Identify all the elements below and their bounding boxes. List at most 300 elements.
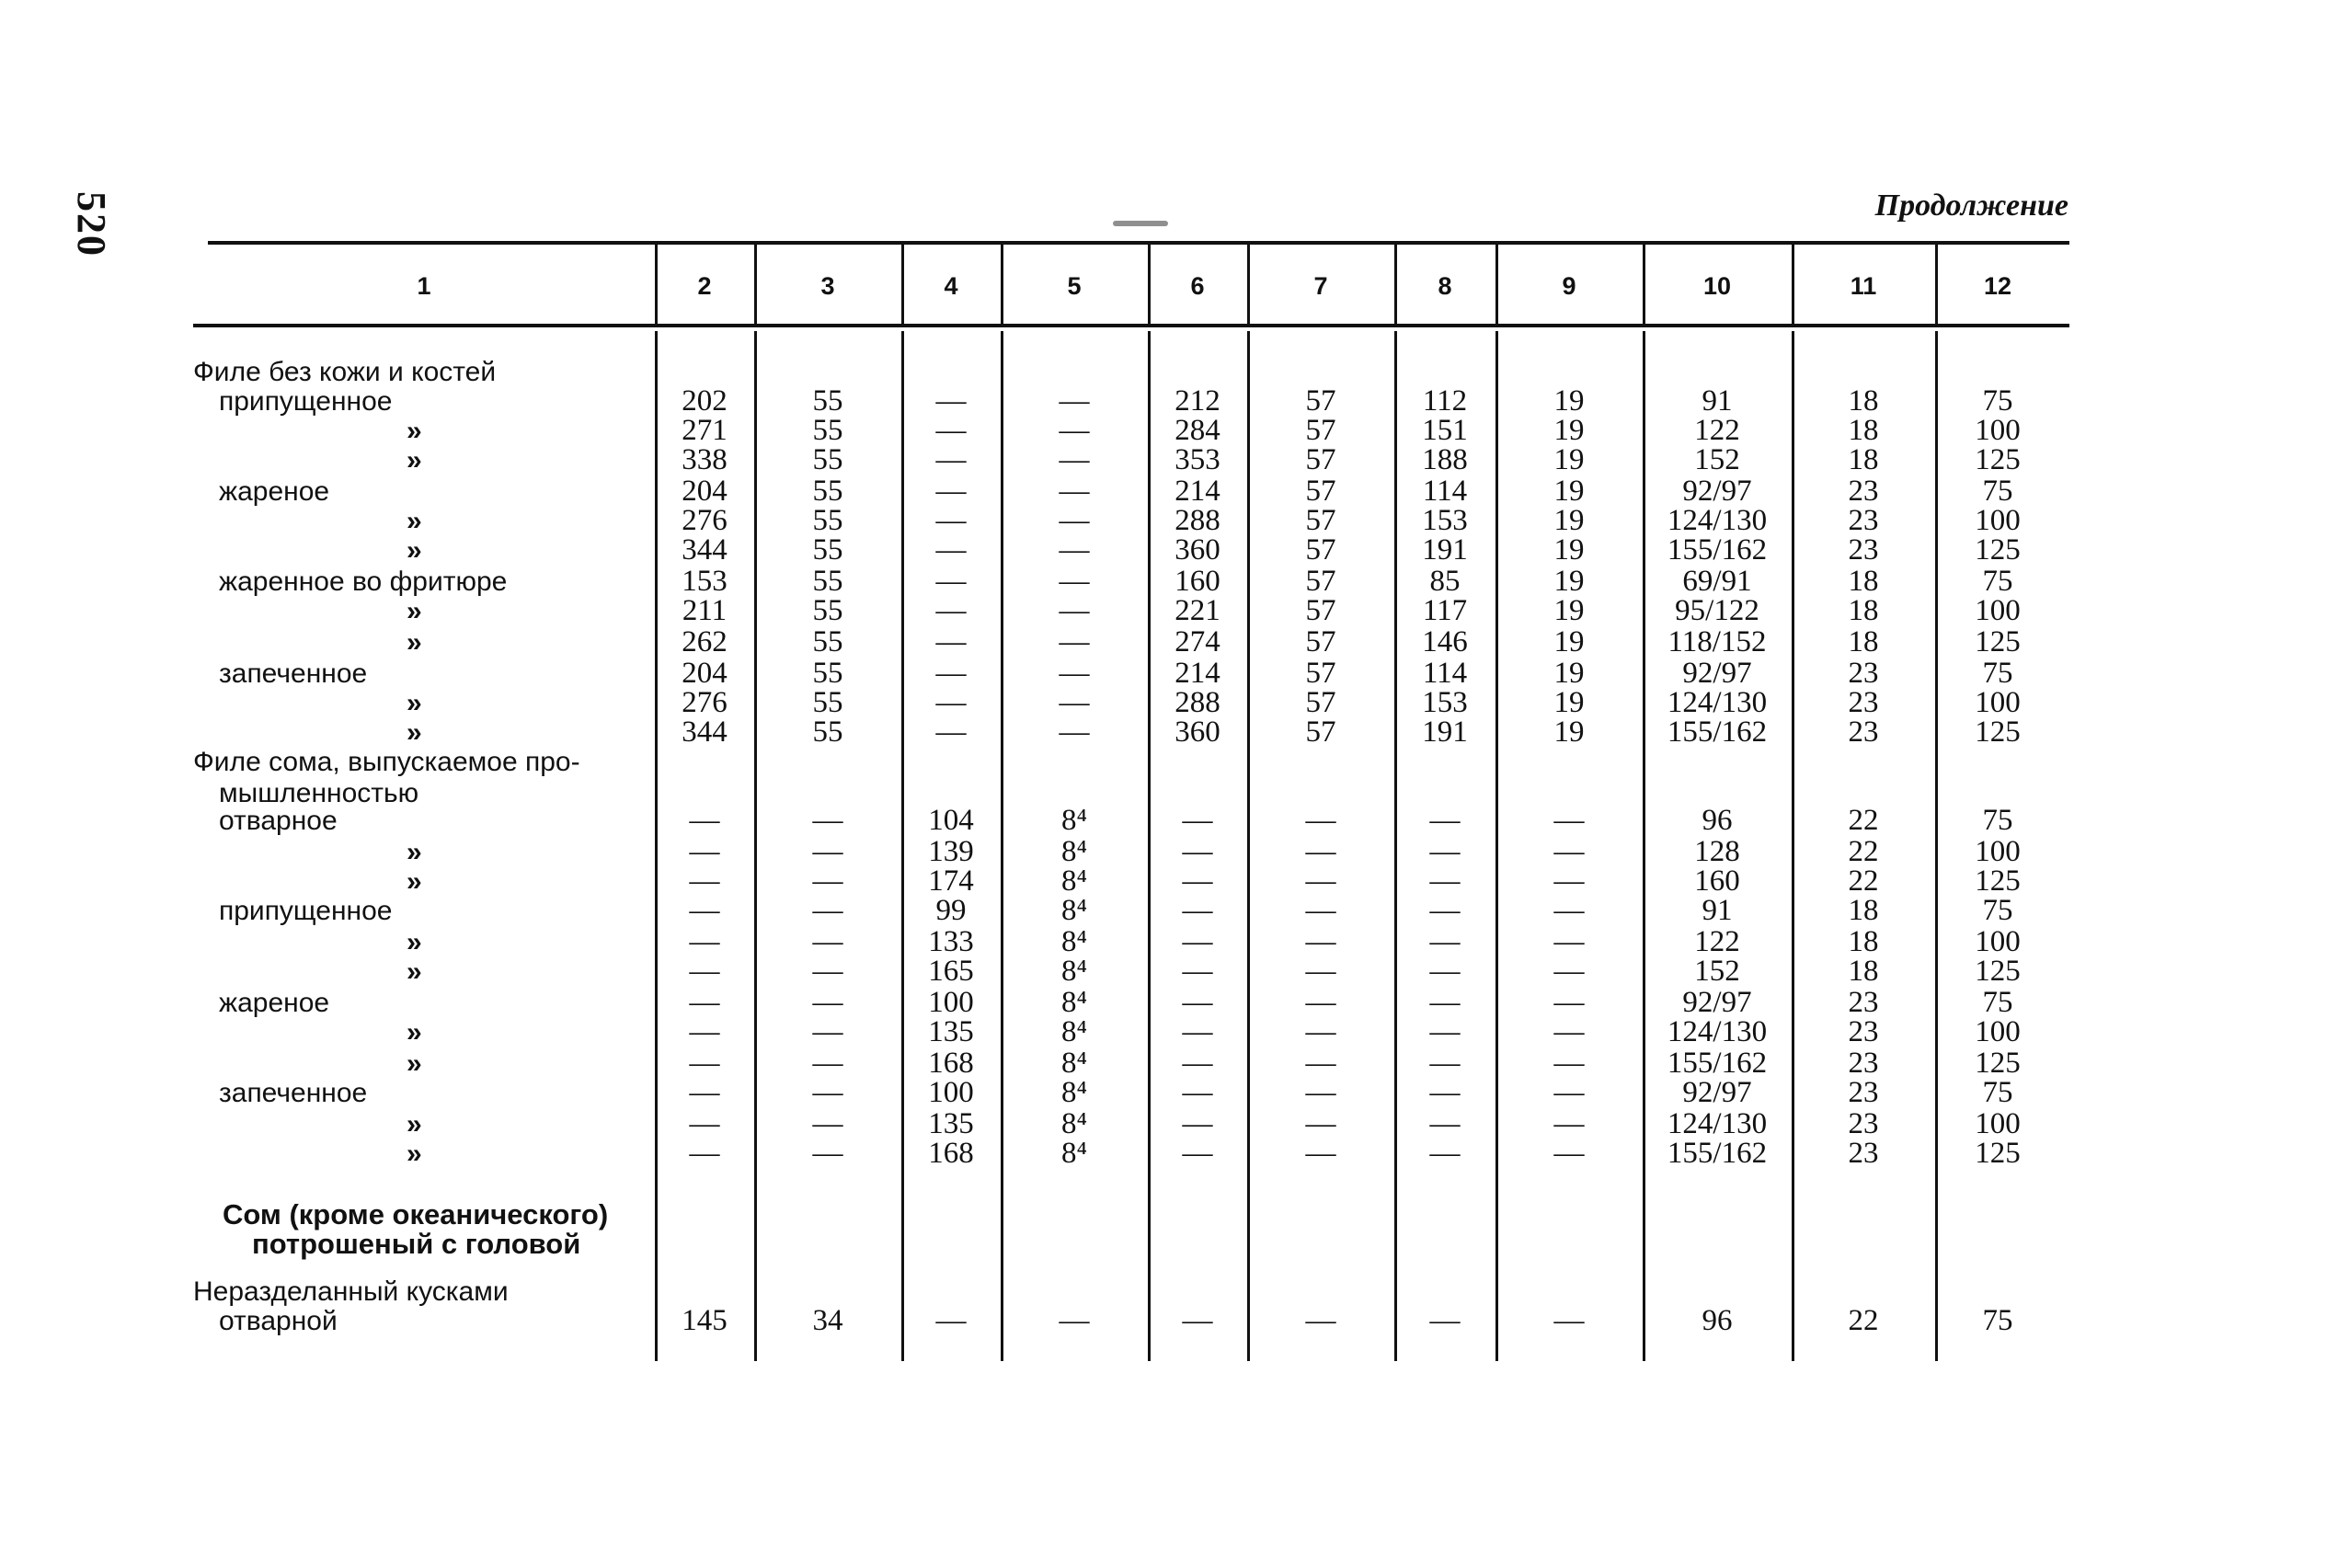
table-cell: 19 — [1553, 443, 1585, 476]
row-label: отварное — [219, 806, 338, 836]
table-cell: 100 — [1975, 1107, 2021, 1140]
table-cell: — — [1429, 1304, 1461, 1337]
row-label: » — [407, 1017, 422, 1047]
table-cell: — — [1305, 894, 1336, 927]
table-cell: 55 — [812, 443, 843, 476]
table-cell: — — [1429, 955, 1461, 988]
table-cell: 8⁴ — [1060, 864, 1087, 898]
table-cell: 55 — [812, 414, 843, 447]
row-label: » — [407, 1048, 422, 1079]
column-header: 12 — [1983, 272, 2012, 300]
table-cell: — — [1059, 504, 1090, 537]
table-cell: 19 — [1553, 625, 1585, 658]
table-cell: — — [1182, 864, 1213, 898]
table-cell: 8⁴ — [1060, 1107, 1087, 1140]
row-label: » — [407, 445, 422, 475]
table-cell: 23 — [1848, 715, 1879, 749]
table-cell: 152 — [1694, 955, 1740, 988]
table-cell: 114 — [1422, 657, 1468, 690]
table-cell: — — [935, 594, 967, 627]
row-label: мышленностью — [219, 778, 419, 808]
table-cell: 55 — [812, 715, 843, 749]
table-cell: 96 — [1702, 804, 1733, 837]
table-cell: 100 — [1975, 835, 2021, 868]
table-cell: — — [689, 1015, 720, 1048]
table-cell: — — [1182, 1304, 1213, 1337]
table-cell: — — [1553, 1137, 1585, 1170]
table-cell: — — [812, 1015, 843, 1048]
table-cell: 155/162 — [1667, 533, 1768, 567]
row-label: припущенное — [219, 896, 393, 926]
table-cell: — — [812, 835, 843, 868]
table-cell: — — [1553, 1107, 1585, 1140]
table-cell: 75 — [1982, 1076, 2013, 1109]
table-cell: 100 — [1975, 686, 2021, 719]
table-cell: — — [1059, 594, 1090, 627]
table-cell: 75 — [1982, 657, 2013, 690]
table-cell: 18 — [1848, 894, 1879, 927]
table-cell: 112 — [1422, 384, 1468, 418]
table-cell: 100 — [1975, 1015, 2021, 1048]
table-cell: 284 — [1174, 414, 1220, 447]
table-cell: 18 — [1848, 443, 1879, 476]
table-cell: — — [1305, 835, 1336, 868]
table-cell: 8⁴ — [1060, 925, 1087, 958]
row-label: жареное — [219, 988, 330, 1018]
table-cell: — — [1182, 1107, 1213, 1140]
row-label: жаренное во фритюре — [219, 567, 508, 597]
table-cell: — — [689, 894, 720, 927]
table-cell: 23 — [1848, 533, 1879, 567]
table-cell: 55 — [812, 475, 843, 508]
header-top-rule — [208, 241, 2069, 245]
table-cell: — — [1182, 955, 1213, 988]
row-label: » — [407, 837, 422, 867]
table-cell: — — [1059, 475, 1090, 508]
table-cell: 22 — [1848, 864, 1879, 898]
table-cell: 8⁴ — [1060, 1015, 1087, 1048]
table-cell: — — [689, 835, 720, 868]
table-cell: 8⁴ — [1060, 986, 1087, 1019]
table-cell: 75 — [1982, 1304, 2013, 1337]
table-cell: 125 — [1975, 1047, 2021, 1080]
table-cell: 276 — [682, 686, 728, 719]
row-label: » — [407, 596, 422, 626]
table-cell: 75 — [1982, 565, 2013, 598]
table-cell: — — [1059, 414, 1090, 447]
table-cell: 155/162 — [1667, 1047, 1768, 1080]
table-cell: 18 — [1848, 955, 1879, 988]
table-cell: — — [1305, 1304, 1336, 1337]
table-cell: — — [935, 475, 967, 508]
table-cell: — — [935, 1304, 967, 1337]
table-cell: — — [1182, 1076, 1213, 1109]
table-cell: 160 — [1694, 864, 1740, 898]
table-cell: 99 — [935, 894, 967, 927]
row-label: » — [407, 1109, 422, 1139]
table-cell: — — [1429, 925, 1461, 958]
print-smudge — [1113, 221, 1168, 226]
table-cell: — — [1305, 925, 1336, 958]
table-cell: 18 — [1848, 384, 1879, 418]
table-cell: — — [689, 1047, 720, 1080]
table-cell: 57 — [1305, 657, 1336, 690]
table-cell: 153 — [682, 565, 728, 598]
table-cell: 344 — [682, 533, 728, 567]
row-label: » — [407, 956, 422, 987]
table-cell: 91 — [1702, 894, 1733, 927]
table-cell: 288 — [1174, 686, 1220, 719]
table-cell: 19 — [1553, 475, 1585, 508]
row-label: отварной — [219, 1306, 338, 1336]
table-cell: 55 — [812, 384, 843, 418]
table-cell: — — [812, 986, 843, 1019]
table-cell: — — [1182, 1015, 1213, 1048]
row-label: » — [407, 627, 422, 658]
header-bottom-rule — [193, 324, 2069, 327]
table-cell: 168 — [928, 1137, 974, 1170]
column-header: 10 — [1702, 272, 1732, 300]
table-cell: 91 — [1702, 384, 1733, 418]
table-cell: — — [1429, 1047, 1461, 1080]
table-cell: 96 — [1702, 1304, 1733, 1337]
table-cell: — — [1429, 894, 1461, 927]
table-cell: — — [1553, 864, 1585, 898]
table-cell: 271 — [682, 414, 728, 447]
table-cell: 22 — [1848, 804, 1879, 837]
table-cell: 57 — [1305, 625, 1336, 658]
table-cell: 57 — [1305, 414, 1336, 447]
table-cell: 19 — [1553, 384, 1585, 418]
table-cell: — — [1553, 1304, 1585, 1337]
table-cell: 18 — [1848, 594, 1879, 627]
table-cell: — — [935, 715, 967, 749]
row-label: Филе без кожи и костей — [193, 357, 497, 387]
table-cell: — — [1059, 384, 1090, 418]
table-cell: 92/97 — [1682, 657, 1752, 690]
table-cell: — — [1305, 1015, 1336, 1048]
table-cell: — — [1429, 1137, 1461, 1170]
row-label: » — [407, 866, 422, 897]
table-cell: 100 — [1975, 504, 2021, 537]
continuation-label: Продолжение — [1874, 189, 2068, 223]
table-cell: — — [812, 1137, 843, 1170]
table-cell: 75 — [1982, 986, 2013, 1019]
table-cell: — — [1429, 864, 1461, 898]
row-label: запеченное — [219, 1078, 368, 1108]
table-cell: — — [1429, 1015, 1461, 1048]
table-cell: 124/130 — [1667, 504, 1768, 537]
table-cell: 57 — [1305, 533, 1336, 567]
column-header: 5 — [1067, 272, 1082, 300]
table-cell: — — [1059, 533, 1090, 567]
table-cell: — — [935, 686, 967, 719]
table-cell: 114 — [1422, 475, 1468, 508]
row-label: Сом (кроме океанического) — [223, 1198, 609, 1230]
table-cell: — — [689, 864, 720, 898]
table-cell: 188 — [1422, 443, 1468, 476]
table-cell: 55 — [812, 594, 843, 627]
table-cell: — — [1182, 986, 1213, 1019]
table-cell: 124/130 — [1667, 1107, 1768, 1140]
table-cell: 214 — [1174, 657, 1220, 690]
table-cell: 95/122 — [1675, 594, 1759, 627]
table-cell: 145 — [682, 1304, 728, 1337]
table-cell: 22 — [1848, 1304, 1879, 1337]
table-cell: 19 — [1553, 686, 1585, 719]
table-cell: 23 — [1848, 1107, 1879, 1140]
table-cell: 8⁴ — [1060, 894, 1087, 927]
table-cell: — — [812, 1047, 843, 1080]
table-cell: 75 — [1982, 384, 2013, 418]
table-cell: 8⁴ — [1060, 835, 1087, 868]
table-cell: 165 — [928, 955, 974, 988]
table-cell: — — [1305, 986, 1336, 1019]
table-cell: — — [1059, 443, 1090, 476]
table-cell: 100 — [928, 1076, 974, 1109]
table-cell: 100 — [1975, 414, 2021, 447]
table-cell: 262 — [682, 625, 728, 658]
table-cell: — — [1305, 804, 1336, 837]
table-cell: — — [935, 384, 967, 418]
table-cell: 135 — [928, 1107, 974, 1140]
table-cell: 19 — [1553, 594, 1585, 627]
table-cell: 100 — [1975, 594, 2021, 627]
table-cell: 125 — [1975, 1137, 2021, 1170]
table-cell: 155/162 — [1667, 715, 1768, 749]
table-cell: — — [1553, 894, 1585, 927]
column-header: 3 — [820, 272, 835, 300]
table-cell: 34 — [812, 1304, 843, 1337]
table-cell: 125 — [1975, 533, 2021, 567]
row-label: припущенное — [219, 386, 393, 417]
table-cell: 124/130 — [1667, 686, 1768, 719]
table-cell: 160 — [1174, 565, 1220, 598]
table-cell: 19 — [1553, 533, 1585, 567]
table-cell: 55 — [812, 504, 843, 537]
table-cell: 57 — [1305, 504, 1336, 537]
table-cell: — — [1553, 1047, 1585, 1080]
column-header: 8 — [1438, 272, 1452, 300]
table-cell: 153 — [1422, 504, 1468, 537]
table-cell: 92/97 — [1682, 475, 1752, 508]
table-cell: 55 — [812, 533, 843, 567]
row-label: » — [407, 688, 422, 718]
table-cell: 23 — [1848, 686, 1879, 719]
table-cell: — — [935, 443, 967, 476]
column-header: 7 — [1313, 272, 1328, 300]
table-cell: — — [812, 955, 843, 988]
table-cell: — — [1059, 625, 1090, 658]
table-cell: 122 — [1694, 925, 1740, 958]
table-cell: 221 — [1174, 594, 1220, 627]
row-label: » — [407, 416, 422, 446]
row-label: » — [407, 535, 422, 566]
table-cell: — — [689, 1107, 720, 1140]
table-cell: 18 — [1848, 414, 1879, 447]
table-cell: 55 — [812, 657, 843, 690]
table-cell: — — [1059, 1304, 1090, 1337]
page-number: 520 — [69, 191, 114, 258]
table-cell: 23 — [1848, 986, 1879, 1019]
table-cell: 135 — [928, 1015, 974, 1048]
table-cell: — — [1182, 925, 1213, 958]
table-cell: 214 — [1174, 475, 1220, 508]
table-cell: 57 — [1305, 565, 1336, 598]
table-cell: 191 — [1422, 533, 1468, 567]
table-cell: 118/152 — [1667, 625, 1767, 658]
table-cell: — — [935, 504, 967, 537]
table-cell: 22 — [1848, 835, 1879, 868]
table-cell: 168 — [928, 1047, 974, 1080]
table-cell: 100 — [928, 986, 974, 1019]
table-cell: — — [1305, 1137, 1336, 1170]
table-cell: — — [689, 804, 720, 837]
table-cell: — — [1553, 835, 1585, 868]
table-cell: 19 — [1553, 414, 1585, 447]
table-cell: — — [812, 1076, 843, 1109]
table-cell: — — [1305, 864, 1336, 898]
table-cell: — — [1305, 1107, 1336, 1140]
table-cell: — — [1182, 804, 1213, 837]
table-cell: — — [1182, 894, 1213, 927]
table-cell: 128 — [1694, 835, 1740, 868]
table-cell: — — [935, 414, 967, 447]
table-cell: 55 — [812, 565, 843, 598]
table-cell: 344 — [682, 715, 728, 749]
table-cell: 274 — [1174, 625, 1220, 658]
row-label: Неразделанный кусками — [193, 1276, 509, 1307]
table-cell: 100 — [1975, 925, 2021, 958]
table-cell: 8⁴ — [1060, 955, 1087, 988]
table-cell: 57 — [1305, 384, 1336, 418]
row-label: потрошеный с головой — [252, 1228, 581, 1260]
table-cell: 133 — [928, 925, 974, 958]
table-cell: — — [1553, 1076, 1585, 1109]
table-cell: 57 — [1305, 475, 1336, 508]
table-cell: 85 — [1429, 565, 1461, 598]
table-cell: 18 — [1848, 925, 1879, 958]
table-cell: — — [935, 565, 967, 598]
table-cell: 353 — [1174, 443, 1220, 476]
table-cell: — — [812, 925, 843, 958]
row-label: » — [407, 717, 422, 748]
table-cell: 8⁴ — [1060, 804, 1087, 837]
column-header: 9 — [1562, 272, 1576, 300]
table-cell: 288 — [1174, 504, 1220, 537]
table-cell: 8⁴ — [1060, 1076, 1087, 1109]
table-cell: 23 — [1848, 1076, 1879, 1109]
table-cell: 139 — [928, 835, 974, 868]
table-cell: 8⁴ — [1060, 1047, 1087, 1080]
table-cell: — — [1059, 565, 1090, 598]
column-header: 4 — [944, 272, 958, 300]
table-cell: — — [935, 657, 967, 690]
table-cell: 122 — [1694, 414, 1740, 447]
table-cell: 202 — [682, 384, 728, 418]
table-cell: — — [1553, 804, 1585, 837]
table-cell: 75 — [1982, 894, 2013, 927]
table-cell: — — [1553, 925, 1585, 958]
table-cell: — — [1059, 657, 1090, 690]
row-label: » — [407, 927, 422, 957]
table-cell: 124/130 — [1667, 1015, 1768, 1048]
column-header: 2 — [697, 272, 712, 300]
table-cell: 125 — [1975, 625, 2021, 658]
table-cell: — — [1305, 1076, 1336, 1109]
table-cell: 23 — [1848, 1015, 1879, 1048]
table-cell: 211 — [682, 594, 728, 627]
table-cell: 57 — [1305, 594, 1336, 627]
row-label: Филе сома, выпускаемое про- — [193, 747, 580, 777]
table-cell: 276 — [682, 504, 728, 537]
table-cell: 19 — [1553, 565, 1585, 598]
table-cell: — — [812, 864, 843, 898]
table-cell: 23 — [1848, 1137, 1879, 1170]
table-cell: — — [1429, 804, 1461, 837]
table-cell: — — [689, 1076, 720, 1109]
table-cell: — — [1553, 955, 1585, 988]
table-cell: — — [935, 625, 967, 658]
table-cell: — — [1059, 686, 1090, 719]
table-cell: — — [1429, 1107, 1461, 1140]
table-cell: 117 — [1422, 594, 1468, 627]
table-cell: 55 — [812, 686, 843, 719]
table-cell: — — [1553, 986, 1585, 1019]
table-cell: — — [812, 804, 843, 837]
table-cell: 75 — [1982, 475, 2013, 508]
row-label: » — [407, 506, 422, 536]
row-label: жареное — [219, 476, 330, 507]
table-cell: 23 — [1848, 1047, 1879, 1080]
table-cell: 8⁴ — [1060, 1137, 1087, 1170]
table-cell: — — [1059, 715, 1090, 749]
table-cell: — — [1429, 1076, 1461, 1109]
row-label: запеченное — [219, 658, 368, 689]
table-cell: 212 — [1174, 384, 1220, 418]
table-cell: — — [812, 1107, 843, 1140]
column-header: 11 — [1850, 272, 1877, 300]
table-cell: — — [1429, 986, 1461, 1019]
row-label: » — [407, 1139, 422, 1169]
column-header: 6 — [1190, 272, 1205, 300]
table-cell: 23 — [1848, 504, 1879, 537]
table-cell: — — [812, 894, 843, 927]
table-cell: 174 — [928, 864, 974, 898]
table-cell: 204 — [682, 657, 728, 690]
table-cell: 57 — [1305, 686, 1336, 719]
table-cell: — — [1182, 835, 1213, 868]
table-cell: — — [1305, 1047, 1336, 1080]
table-cell: 191 — [1422, 715, 1468, 749]
table-cell: 204 — [682, 475, 728, 508]
table-cell: 92/97 — [1682, 1076, 1752, 1109]
table-cell: 146 — [1422, 625, 1468, 658]
table-cell: 125 — [1975, 443, 2021, 476]
table-cell: — — [689, 1137, 720, 1170]
table-cell: 153 — [1422, 686, 1468, 719]
table-cell: — — [935, 533, 967, 567]
table-cell: — — [689, 955, 720, 988]
table-cell: 19 — [1553, 657, 1585, 690]
table-cell: — — [1182, 1137, 1213, 1170]
table-cell: — — [1429, 835, 1461, 868]
table-cell: 69/91 — [1682, 565, 1752, 598]
table-cell: 152 — [1694, 443, 1740, 476]
table-cell: 155/162 — [1667, 1137, 1768, 1170]
table-cell: 125 — [1975, 864, 2021, 898]
table-cell: 55 — [812, 625, 843, 658]
